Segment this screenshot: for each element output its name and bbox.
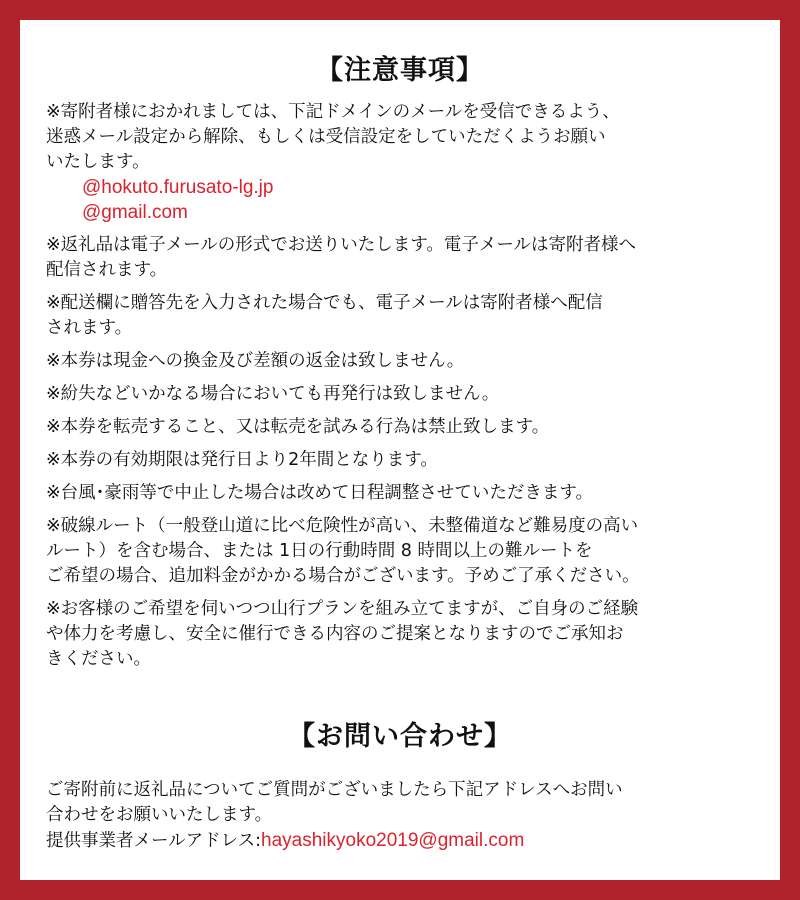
notice-line: 迷惑メール設定から解除、もしくは受信設定をしていただくようお願い: [46, 127, 606, 147]
notice-list: [46, 100, 746, 680]
notice-item-gift-recipient: [46, 291, 746, 341]
notice-line: ※破線ルート（一般登山道に比べ危険性が高い、未整備道など難易度の高い: [46, 516, 639, 536]
notice-item-expiry: [46, 448, 746, 473]
contact-email-row: [46, 828, 756, 854]
domain-hokuto: @hokuto.furusato-lg.jp: [82, 177, 274, 198]
contact-line: ご寄附前に返礼品についてご質問がございましたら下記アドレスへお問い: [46, 780, 623, 800]
notice-line: ※紛失などいかなる場合においても再発行は致しません。: [46, 384, 500, 404]
contact-email-label: 提供事業者メールアドレス:: [46, 831, 262, 851]
notice-line: ※本券は現金への換金及び差額の返金は致しません。: [46, 351, 465, 371]
notice-line: ルート）を含む場合、または 1日の行動時間 8 時間以上の難ルートを: [46, 541, 593, 561]
notice-line: ※本券を転売すること、又は転売を試みる行為は禁止致します。: [46, 417, 550, 437]
notice-line: ※寄附者様におかれましては、下記ドメインのメールを受信できるよう、: [46, 102, 620, 122]
notice-line: ※配送欄に贈答先を入力された場合でも、電子メールは寄附者様へ配信: [46, 293, 603, 313]
notice-item-delivery-format: [46, 233, 746, 283]
notice-line: 配信されます。: [46, 260, 168, 280]
notice-line: ご希望の場合、追加料金がかかる場合がございます。予めご了承ください。: [46, 566, 640, 586]
contact-title: 【お問い合わせ】: [288, 721, 512, 752]
notice-line: きください。: [46, 649, 151, 669]
notice-line: ※本券の有効期限は発行日より2年間となります。: [46, 450, 438, 470]
domain-gmail: @gmail.com: [82, 202, 188, 223]
contact-section: [46, 778, 756, 854]
notice-line: ※お客様のご希望を伺いつつ山行プランを組み立てますが、ご自身のご経験: [46, 599, 639, 619]
notice-item-plan: [46, 597, 746, 672]
notice-line: されます。: [46, 318, 133, 338]
notice-item-extra-fee: [46, 514, 746, 589]
notice-title: 【注意事項】: [316, 55, 484, 86]
notice-line: や体力を考慮し、安全に催行できる内容のご提案となりますのでご承知お: [46, 624, 624, 644]
notice-item-no-cash: [46, 349, 746, 374]
notice-line: ※台風･豪雨等で中止した場合は改めて日程調整させていただきます。: [46, 483, 594, 503]
notice-item-weather: [46, 481, 746, 506]
notice-item-no-resale: [46, 415, 746, 440]
notice-item-domains: [46, 100, 746, 225]
contact-line: 合わせをお願いいたします。: [46, 805, 273, 825]
notice-card: [20, 20, 780, 880]
notice-line: いたします。: [46, 152, 150, 172]
contact-email[interactable]: hayashikyoko2019@gmail.com: [261, 830, 525, 851]
notice-line: ※返礼品は電子メールの形式でお送りいたします。電子メールは寄附者様へ: [46, 235, 637, 255]
notice-item-no-reissue: [46, 382, 746, 407]
